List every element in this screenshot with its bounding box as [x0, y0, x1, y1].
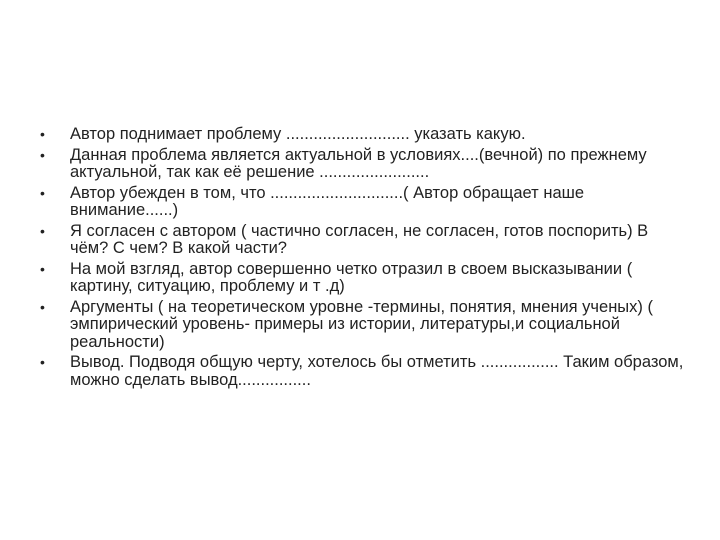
list-item [40, 261, 690, 296]
bullet-icon: • [40, 184, 45, 201]
bullet-icon: • [40, 126, 45, 142]
bullet-text: Данная проблема является актуальной в условиях....(вечной) по прежнему актуальной, так как её решение ........................ [70, 145, 647, 181]
bullet-text: Вывод. Подводя общую черту, хотелось бы отметить ................. Таким образом, можно сделать вывод................ [70, 353, 684, 389]
list-item [40, 223, 690, 258]
bullet-icon: • [40, 146, 45, 163]
bullet-text: Я согласен с автором ( частично согласен, не согласен, готов поспорить) В чём? С чем? В какой части? [70, 221, 649, 257]
bullet-text: Автор поднимает проблему ........................... указать какую. [70, 125, 526, 143]
bullet-icon: • [40, 260, 45, 277]
bullet-icon: • [40, 298, 45, 315]
bullet-icon: • [40, 354, 45, 370]
list-item [40, 354, 690, 389]
list-item [40, 185, 690, 220]
bullet-list [40, 126, 690, 392]
bullet-text: Аргументы ( на теоретическом уровне -термины, понятия, мнения ученых) ( эмпирический уровень- примеры из истории, литературы,и социальной реальности) [70, 297, 653, 351]
list-item [40, 126, 690, 144]
list-item [40, 299, 690, 352]
list-item [40, 147, 690, 182]
bullet-text: Автор убежден в том, что .............................( Автор обращает наше внимание......) [70, 183, 585, 219]
bullet-text: На мой взгляд, автор совершенно четко отразил в своем высказывании ( картину, ситуацию, проблему и т .д) [70, 259, 633, 295]
bullet-icon: • [40, 222, 45, 239]
